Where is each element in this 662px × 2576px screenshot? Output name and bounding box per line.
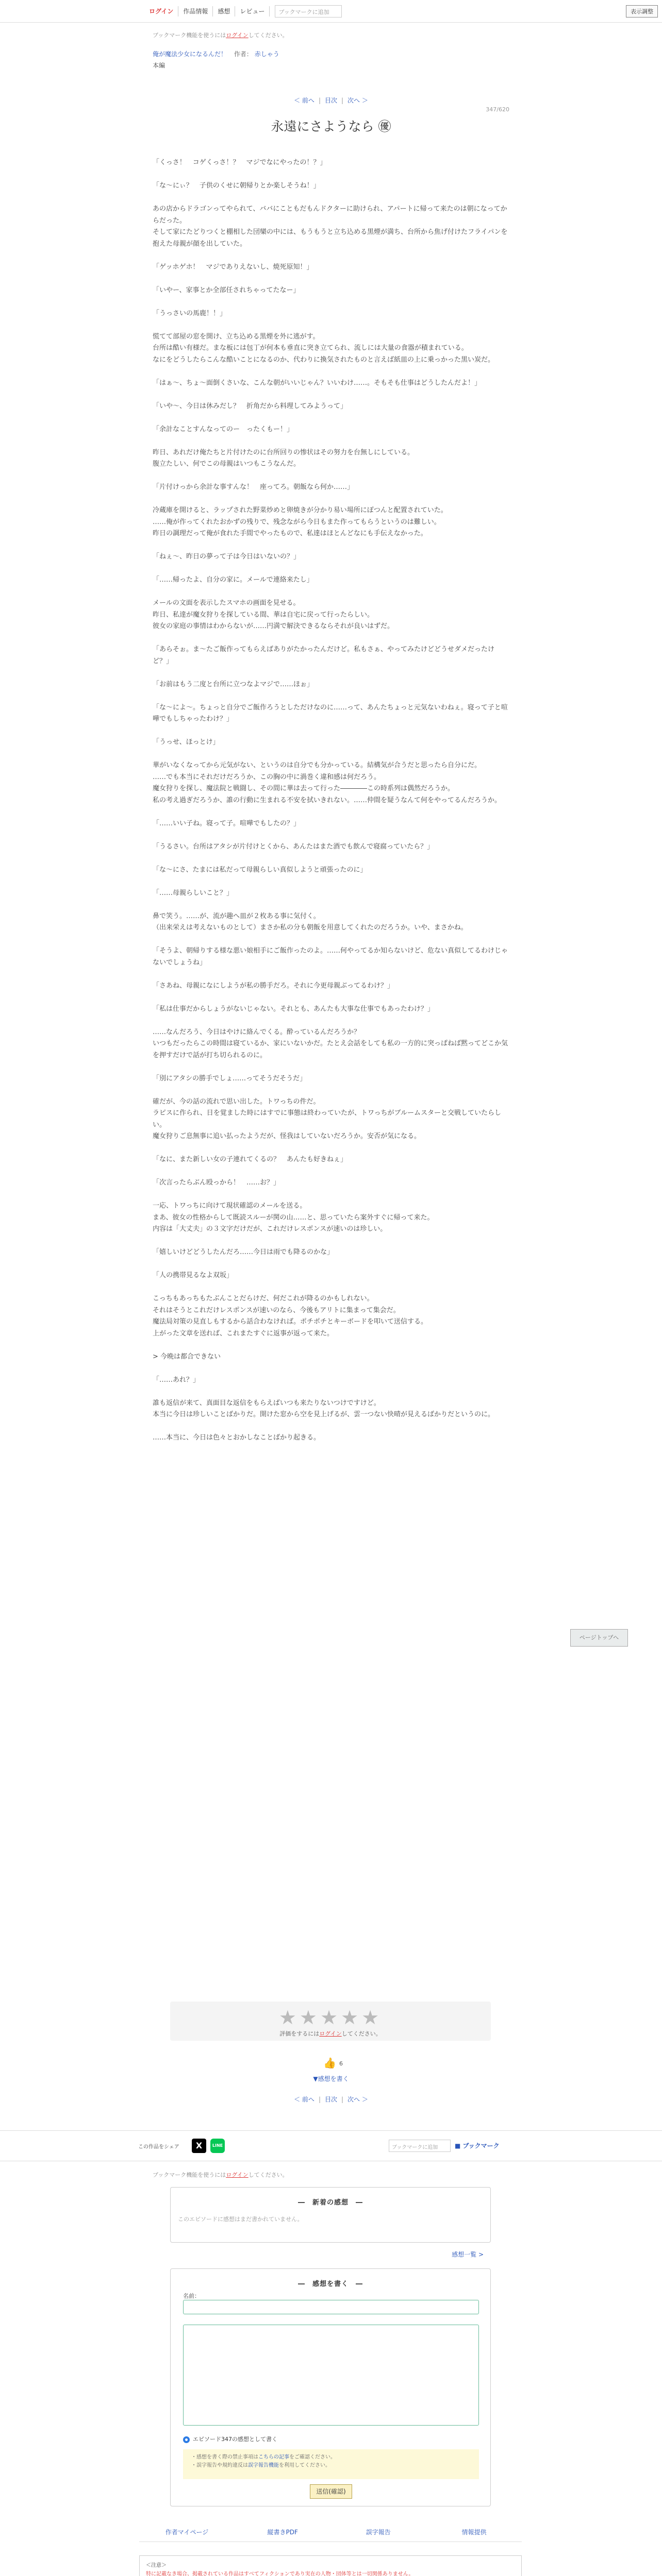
- novel-body: [153, 157, 509, 1444]
- like-count: 6: [339, 2060, 343, 2067]
- body-paragraph: [153, 169, 509, 181]
- body-paragraph: [153, 470, 509, 482]
- body-paragraph: 「……いい子ね。寝って子。喧嘩でもしたの？」: [153, 819, 301, 827]
- bookmark-note-post: してください。: [248, 2172, 288, 2178]
- body-paragraph: 鼻で笑う。……が、流が趣へ皿が２枚ある事に気付く。: [153, 912, 320, 920]
- body-paragraph: 「……あれ？」: [153, 1376, 200, 1384]
- impression-textarea[interactable]: [183, 2325, 479, 2426]
- author-label: 作者：: [234, 50, 253, 58]
- notice-1-link[interactable]: こちらの記事: [258, 2454, 289, 2460]
- notice-2-post: を利用してください。: [279, 2463, 330, 2468]
- recent-empty-text: このエピソードに感想はまだ書かれていません。: [178, 2216, 303, 2223]
- body-paragraph: 魔法局対策の見直しもするから話合わなければ。ポチポチとキーボードを叩いて送信する。: [153, 1318, 428, 1326]
- top-bar: [0, 0, 662, 23]
- chapter-name: 本編: [153, 62, 166, 69]
- header-nav: [144, 5, 342, 18]
- body-paragraph: 私の考え過ぎだろうか、誰の行動に生まれる不安を拭いきれない。……仲間を疑うなんて何をやってるんだろうか。: [153, 796, 502, 804]
- bookmark-note-post: してください。: [248, 32, 288, 39]
- body-paragraph: > 今晩は都合できない: [153, 1352, 221, 1361]
- body-paragraph: [153, 1189, 509, 1201]
- prev-link[interactable]: ＜ 前へ: [294, 2096, 315, 2103]
- rating-stars[interactable]: ★★★★★: [278, 2006, 383, 2029]
- author-mypage-link[interactable]: 作者マイページ: [165, 2529, 209, 2536]
- bookmark-note: [153, 31, 509, 39]
- novel-info: [153, 49, 509, 58]
- body-paragraph: ……なんだろう、今日はやけに絡んでくる。酔っているんだろうか？: [153, 1028, 361, 1036]
- notice-line-1: [191, 2453, 471, 2462]
- rating-note-post: してください。: [341, 2030, 382, 2037]
- body-paragraph: [153, 1340, 509, 1351]
- body-paragraph: [153, 250, 509, 262]
- bookmark-add-label: ブックマーク: [462, 2142, 500, 2149]
- body-paragraph: [153, 969, 509, 980]
- body-paragraph: [153, 494, 509, 505]
- body-paragraph: 「なに、また新しい女の子連れてくるの？ あんたも好きねぇ」: [153, 1156, 347, 1163]
- body-paragraph: 「別にアタシの勝手でしょ……ってそうだそうだ」: [153, 1074, 307, 1082]
- body-paragraph: [153, 296, 509, 308]
- body-paragraph: [153, 725, 509, 737]
- thumbs-up-icon: 👍: [323, 2057, 336, 2069]
- pager-sep: |: [318, 2096, 321, 2103]
- line-share-icon[interactable]: LINE: [210, 2139, 225, 2153]
- body-paragraph: 「片付けっから余計な事すんな！ 座ってろ。朝飯なら何か……」: [153, 483, 354, 491]
- notice-2-link[interactable]: 誤字報告機能: [248, 2463, 279, 2468]
- body-paragraph: 魔女狩りご息無事に追い払ったようだが、怪我はしていないだろうか。安否が気になる。: [153, 1132, 421, 1140]
- body-paragraph: 「な〜にぃ？ 子供のくせに朝帰りとか楽しそうね！」: [153, 182, 320, 190]
- novel-title-link[interactable]: 俺が魔法少女になるんだ！: [153, 50, 227, 58]
- rating-box: [170, 2002, 491, 2041]
- body-paragraph: 「あらそぉ。ま〜たご飯作ってもらえばありがたかったんだけど。私もさぁ、やってみたけどどうせダメだったけど？」: [153, 646, 495, 665]
- body-paragraph: 「な〜によ〜。ちょっと自分でご飯作ろうとしただけなのに……って、あんたちょっと元気ないわねぇ。寝って子と喧嘩でもしちゃったわけ？」: [153, 703, 508, 723]
- pager-sep: |: [341, 97, 344, 104]
- body-paragraph: 「次言ったらぶん殴っから！ ……お？」: [153, 1179, 280, 1187]
- body-paragraph: 「嬉しいけどどうしたんだろ……今日は雨でも降るのかな」: [153, 1248, 334, 1256]
- confirm-button[interactable]: 送信(確認): [310, 2484, 352, 2499]
- body-paragraph: 慌てて部屋の窓を開け、立ち込める黒煙を外に逃がす。: [153, 332, 320, 341]
- body-paragraph: [153, 806, 509, 818]
- body-paragraph: [153, 319, 509, 331]
- body-paragraph: 内容は「大丈夫」の３文字だけだが、これだけレスポンスが速いのは珍しい。: [153, 1225, 387, 1233]
- body-paragraph: [153, 992, 509, 1004]
- body-paragraph: 昨日、私達が魔女狩りを探している間、華は自宅に戻って行ったらしい。: [153, 611, 374, 619]
- notice-1-post: をご確認ください。: [289, 2454, 336, 2460]
- body-paragraph: （出来栄えは考えないものとして）まさか私の分も朝飯を用意してくれたのだろうか。いや、まさかね。: [153, 924, 468, 931]
- body-paragraph: 「……母親らしいこと？」: [153, 889, 234, 897]
- body-paragraph: [153, 1235, 509, 1247]
- body-paragraph: 「うっせ、ほっとけ」: [153, 738, 220, 746]
- body-paragraph: まあ、彼女の性格からして既読スルーが関の山……と、思っていたら案外すぐに帰って来た。: [153, 1213, 434, 1222]
- body-paragraph: [153, 853, 509, 865]
- body-paragraph: [153, 690, 509, 702]
- impressions-list-link[interactable]: 感想一覧 >: [452, 2251, 484, 2258]
- body-paragraph: [153, 1061, 509, 1073]
- author-link[interactable]: 赤しゃう: [254, 50, 279, 58]
- display-settings-button[interactable]: 表示調整: [626, 5, 658, 18]
- next-link[interactable]: 次へ ＞: [347, 97, 368, 104]
- ranking-link[interactable]: 感想: [213, 6, 235, 16]
- body-paragraph: ……俺が作ってくれたおかずの残りで、残念ながら今日もまた作ってもらうというのは難しい。: [153, 518, 441, 526]
- header-right: [626, 5, 658, 18]
- bookmark-note-2: [153, 2171, 509, 2179]
- body-paragraph: いつもだったらこの時間は寝ているか、家にいないかだ。たとえ会話をしても私の一方的に突っぱねば黙ってどこか気を押すだけで話が打ち切られるのに。: [153, 1040, 508, 1059]
- body-paragraph: 冷蔵庫を開けると、ラップされた野菜炒めと卵焼きが分かり易い場所にぽつんと配置されていた。: [153, 506, 448, 514]
- bookmark-note-pre: ブックマーク機能を使うには: [153, 32, 226, 39]
- pager-sep: |: [318, 97, 321, 104]
- body-paragraph: 「ねぇ〜、昨日の夢って子は今日はいないの？」: [153, 553, 301, 561]
- body-paragraph: 「ゲッホゲホ！ マジでありえないし、焼死原知！」: [153, 263, 313, 271]
- body-paragraph: [153, 1084, 509, 1096]
- bookmark-add-button[interactable]: [455, 2141, 500, 2150]
- bookmark-note-pre: ブックマーク機能を使うには: [153, 2172, 226, 2178]
- login-link[interactable]: ログイン: [144, 6, 178, 16]
- pager-sep: |: [341, 2096, 344, 2103]
- vertical-pdf-link[interactable]: 縦書きPDF: [267, 2529, 298, 2536]
- rating-login-link[interactable]: ログイン: [319, 2030, 342, 2037]
- notice-line-2: [191, 2462, 471, 2470]
- body-paragraph: メールの文面を表示したスマホの画面を見せる。: [153, 599, 300, 607]
- body-paragraph: 「余計なことすんなってのー ったくもー！」: [153, 425, 294, 433]
- body-paragraph: [153, 934, 509, 946]
- body-paragraph: [153, 586, 509, 598]
- prev-link[interactable]: ＜ 前へ: [294, 97, 315, 104]
- rating-note: [170, 2029, 491, 2038]
- body-paragraph: [153, 412, 509, 424]
- pager-top: [153, 96, 509, 105]
- recent-title: ― 新着の感想 ―: [297, 2199, 363, 2207]
- body-paragraph: それはそうとこれだけレスポンスが速いのなら、今後もアリトに集まって集会だ。: [153, 1306, 400, 1314]
- body-paragraph: [153, 1166, 509, 1178]
- body-paragraph: 彼女の家庭の事情はわからないが……円満で解決できるならそれが良いはずだ。: [153, 622, 394, 630]
- pager-bottom: [153, 2095, 509, 2104]
- page-top-button[interactable]: ページトップへ: [570, 1629, 628, 1647]
- body-paragraph: 「な〜にさ、たまには私だって母親らしい真似しようと頑張ったのに」: [153, 866, 367, 874]
- notice-box: [183, 2449, 479, 2479]
- body-paragraph: なにをどうしたらこんな酷いことになるのか、代わりに換気されたものと言えば紙皿の上に乗っかった黒い炭だ。: [153, 355, 495, 364]
- body-paragraph: [153, 749, 509, 760]
- body-paragraph: 「人の携帯見るなよ双坂」: [153, 1272, 234, 1279]
- body-paragraph: 確だが、今の話の流れで思い出した。トワっちの件だ。: [153, 1097, 320, 1106]
- body-paragraph: [153, 1015, 509, 1027]
- body-paragraph: 台所は酷い有様だ。まな板には包丁が何本も垂直に突き立てられ、流しには大量の食器が積まれている。: [153, 344, 468, 352]
- radio-icon[interactable]: [183, 2436, 190, 2443]
- body-paragraph: 「くっさ！ コゲくっさ！？ マジでなにやったの！？」: [153, 159, 327, 166]
- header-search-input[interactable]: ブックマークに追加: [275, 5, 342, 18]
- body-paragraph: あの店からドラゴンってやられて、ババにこともだもんドクターに助けられ、アパートに帰って来たのは朝になってからだった。: [153, 205, 507, 225]
- write-impression-link[interactable]: ▼感想を書く: [313, 2075, 349, 2082]
- write-title: ― 感想を書く ―: [297, 2280, 363, 2288]
- body-paragraph: 腹立たしい、何でこの母親はいつもこうなんだ。: [153, 460, 301, 468]
- body-paragraph: [153, 1363, 509, 1375]
- body-paragraph: [153, 273, 509, 285]
- warning-head: ＜注意＞: [146, 2563, 167, 2568]
- episode-radio[interactable]: [183, 2435, 277, 2443]
- body-paragraph: 「うっさいの馬鹿！！」: [153, 309, 227, 317]
- review-link[interactable]: レビュー: [235, 6, 270, 16]
- body-paragraph: [153, 1421, 509, 1433]
- body-paragraph: 「うるさい。台所はアタシが片付けとくから、あんたはまた酒でも飲んで寝腐っていたら？」: [153, 842, 434, 851]
- body-paragraph: ……本当に、今日は色々とおかしなことばかり起きる。: [153, 1434, 321, 1442]
- notice-2-text: ・誤字報告や規約違反は: [191, 2463, 248, 2468]
- body-paragraph: 「いや〜、今日は休みだし？ 折角だから料理してみようって」: [153, 402, 347, 410]
- body-paragraph: [153, 366, 509, 378]
- body-paragraph: [153, 1282, 509, 1294]
- info-provide-link[interactable]: 情報提供: [461, 2529, 487, 2536]
- body-paragraph: [153, 435, 509, 447]
- works-link[interactable]: 作品情報: [178, 6, 213, 16]
- body-paragraph: [153, 540, 509, 552]
- like-button[interactable]: [318, 2057, 349, 2069]
- episode-number: 347/620: [486, 106, 509, 113]
- share-bar: [0, 2130, 662, 2161]
- index-link[interactable]: 目次: [324, 2096, 337, 2103]
- body-paragraph: [153, 1386, 509, 1398]
- x-share-icon[interactable]: X: [192, 2139, 206, 2153]
- bookmark-icon: ■: [455, 2142, 463, 2149]
- body-paragraph: 華がいなくなってから元気がない、というのは自分でも分かっている。結構気が合うだと思ったら自分にだ。: [153, 761, 482, 769]
- share-label: この作品をシェア: [138, 2144, 179, 2150]
- body-paragraph: [153, 633, 509, 645]
- typo-report-link[interactable]: 誤字報告: [366, 2529, 391, 2536]
- body-paragraph: 一応、トワっちに向けて現状確認のメールを送る。: [153, 1202, 307, 1210]
- body-paragraph: 昨日、あれだけ俺たちと片付けたのに台所回りの惨状はその努力を台無しにしている。: [153, 448, 415, 456]
- index-link[interactable]: 目次: [324, 97, 337, 104]
- body-paragraph: 上がった文章を送れば、これまたすぐに返事が返って来た。: [153, 1329, 334, 1337]
- body-paragraph: 「さあね、母親になにしようが私の勝手だろ。それに今更母親ぶってるわけ？」: [153, 981, 394, 990]
- body-paragraph: 「お前はもう二度と台所に立つなよマジで……ほぉ」: [153, 680, 314, 688]
- body-paragraph: 「……帰ったよ、自分の家に。メールで連絡来たし」: [153, 576, 313, 584]
- recent-impressions-box: [170, 2187, 491, 2243]
- next-link[interactable]: 次へ ＞: [347, 2096, 368, 2103]
- body-paragraph: ラピスに作られ、日を覚ました時にはすでに事態は終わっていたが、トワっちがブルームスターと交戦していたらしい。: [153, 1109, 502, 1129]
- episode-check-label: エピソード347の感想として書く: [193, 2436, 277, 2443]
- body-paragraph: そして家にたどりつくと棚相した団欒の中には、もうもうと立ち込める黒煙が満ち、台所から焦げ付けたフライパンを抱えた母親が顔を出していた。: [153, 228, 508, 248]
- body-paragraph: [153, 876, 509, 888]
- body-paragraph: [153, 829, 509, 841]
- body-paragraph: [153, 1143, 509, 1155]
- warning-box: [139, 2555, 522, 2576]
- body-paragraph: ……でも本当にそれだけだろうか、この胸の中に渦巻く違和感は何だろう。: [153, 773, 381, 781]
- body-paragraph: 「そうよ、朝帰りする様な悪い娘相手にご飯作ったのよ。……何やってるか知らないけど、危ない真似してるわけじゃないでしょうね」: [153, 947, 508, 967]
- body-paragraph: [153, 389, 509, 401]
- bookmark-login-link[interactable]: ログイン: [226, 2172, 249, 2178]
- body-paragraph: 「私は仕事だからしょうがないじゃない。それとも、あんたも大事な仕事でもあったわけ？」: [153, 1005, 434, 1013]
- name-label: 名前：: [183, 2293, 200, 2299]
- bookmark-login-link[interactable]: ログイン: [226, 32, 249, 39]
- body-paragraph: 魔女狩りを探し、魔法院と戦闘し、その間に華は去って行った――――この時系列は偶然だろうか。: [153, 785, 455, 792]
- write-impression-box: [170, 2268, 491, 2506]
- episode-title: 永遠にさようなら ㊝: [271, 119, 391, 134]
- name-input[interactable]: [183, 2300, 479, 2314]
- body-paragraph: [153, 563, 509, 575]
- body-paragraph: 誰も返信が来て、真面目な返信をもらえばいつも来たりないつけですけど。: [153, 1399, 380, 1407]
- body-paragraph: 本当に今日は珍しいことばかりだ。開けた窓から空を見上げるが、雲一つない快晴が見えるばかりだというのに。: [153, 1411, 495, 1418]
- body-paragraph: [153, 667, 509, 679]
- rating-note-pre: 評価をするには: [279, 2030, 320, 2037]
- bookmark-input[interactable]: ブックマークに追加: [389, 2140, 451, 2152]
- notice-1-text: ・感想を書く際の禁止事項は: [191, 2454, 258, 2460]
- body-paragraph: 「いやー、家事とか全部任されちゃってたなー」: [153, 286, 300, 294]
- body-paragraph: [153, 899, 509, 911]
- warning-red-1: 特に記載なき場合、掲載されている作品はすべてフィクションであり実在の人物・団体等とは一切関係ありません。: [146, 2571, 414, 2576]
- body-paragraph: 「はぁ〜、ちょ〜面倒くさいな、こんな朝がいいじゃん？いいわけ……。そもそも仕事はどうしたんだよ！」: [153, 379, 482, 387]
- footer-links: [139, 2528, 522, 2542]
- body-paragraph: こっちもあっちもたぶんことだらけだ、何だこれが降るのかもしれない。: [153, 1295, 374, 1302]
- body-paragraph: [153, 192, 509, 204]
- body-paragraph: [153, 1259, 509, 1270]
- body-paragraph: 昨日の調理だって俺が食れた手間でやったもので、私達はほとんどなにも手伝えなかった。: [153, 530, 427, 537]
